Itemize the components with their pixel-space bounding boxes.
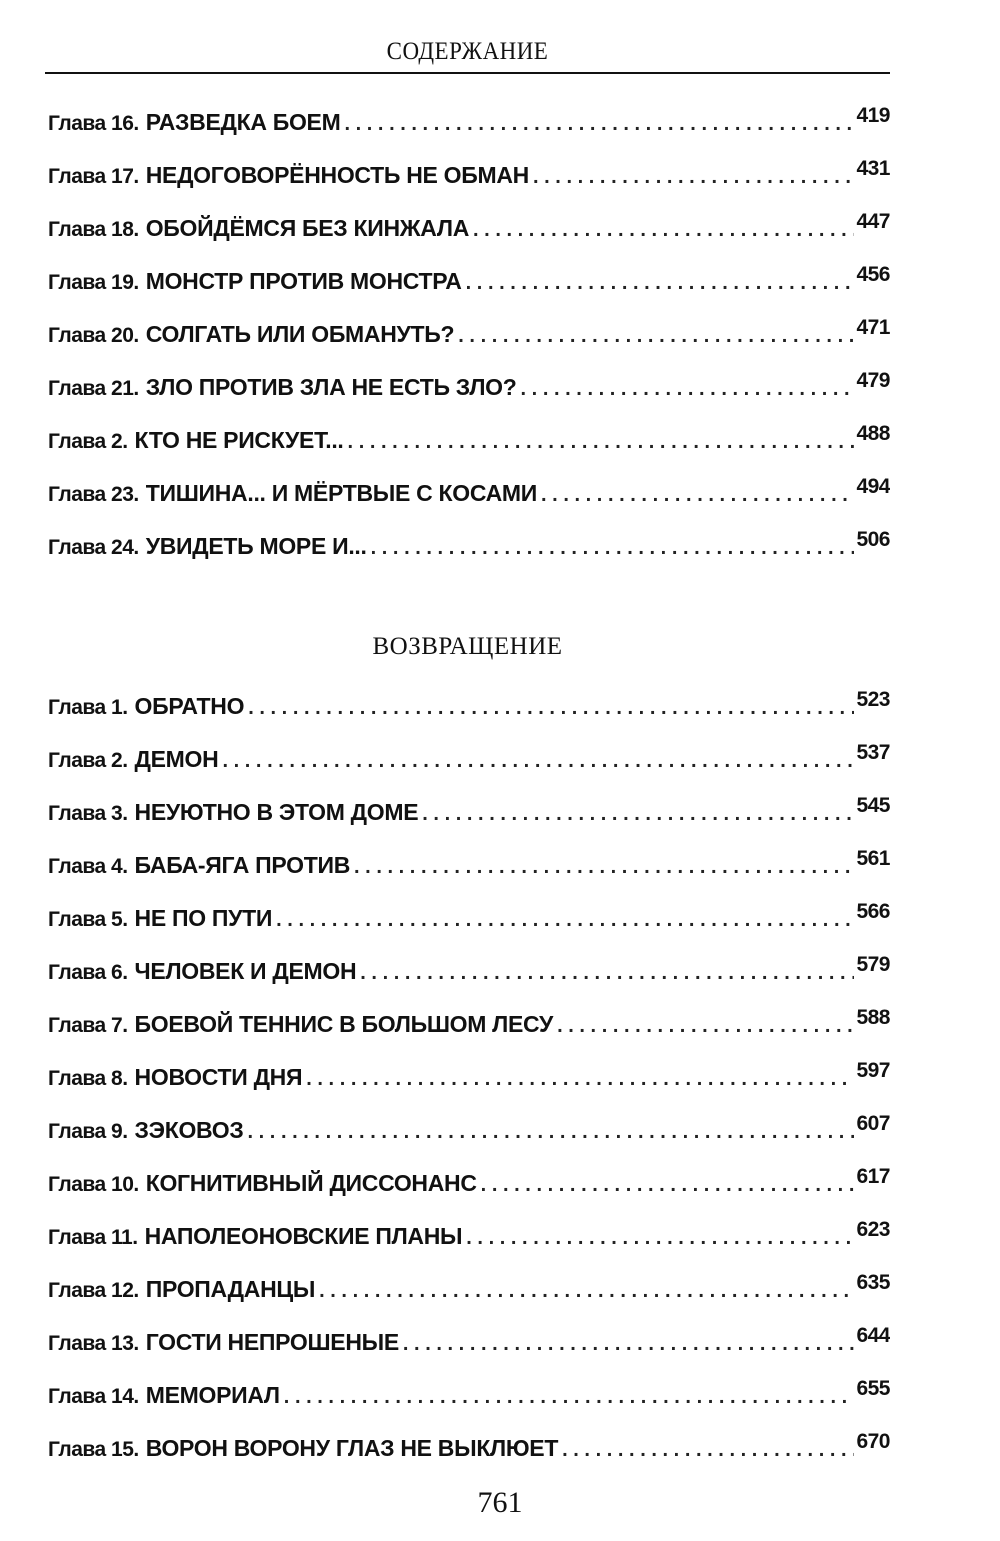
page-number: 623 [856,1218,890,1241]
dot-leader [348,416,855,467]
dot-leader [403,1318,855,1369]
chapter-number: Глава 4. [48,855,128,878]
page-number: 670 [856,1430,890,1453]
chapter-title: КТО НЕ РИСКУЕТ... [134,427,344,453]
toc-entry [48,1316,890,1369]
toc-entry [48,1369,890,1422]
dot-leader [521,363,855,414]
chapter-title: СОЛГАТЬ ИЛИ ОБМАНУТЬ? [145,321,455,347]
toc-entry [48,414,890,467]
chapter-number: Глава 20. [48,324,139,347]
toc-entry [48,96,890,149]
toc-entry [48,308,890,361]
dot-leader [306,1053,854,1104]
chapter-number: Глава 9. [48,1120,128,1143]
chapter-title: ЧЕЛОВЕК И ДЕМОН [134,958,357,984]
chapter-title: НЕУЮТНО В ЭТОМ ДОМЕ [134,799,419,825]
chapter-number: Глава 15. [48,1438,139,1461]
chapter-number: Глава 2. [48,749,128,772]
dot-leader [284,1371,855,1422]
chapter-title: УВИДЕТЬ МОРЕ И... [145,533,367,559]
chapter-title: ГОСТИ НЕПРОШЕНЫЕ [145,1329,399,1355]
page-number: 561 [856,847,890,870]
dot-leader [541,469,854,520]
dot-leader [533,151,854,202]
dot-leader [276,894,854,945]
dot-leader [466,1212,854,1263]
page-number: 545 [856,794,890,817]
page-number: 644 [856,1324,890,1347]
dot-leader [481,1159,855,1210]
toc-entry [48,945,890,998]
toc-entry [48,1263,890,1316]
chapter-number: Глава 3. [48,802,128,825]
page-number: 607 [856,1112,890,1135]
toc-entry [48,892,890,945]
toc-entry [48,1051,890,1104]
toc-entry [48,1210,890,1263]
chapter-title: ЗЭКОВОЗ [134,1117,244,1143]
page-number: 655 [856,1377,890,1400]
chapter-number: Глава 17. [48,165,139,188]
page-number: 597 [856,1059,890,1082]
chapter-title: БАБА-ЯГА ПРОТИВ [134,852,351,878]
dot-leader [371,522,855,573]
chapter-number: Глава 5. [48,908,128,931]
dot-leader [360,947,854,998]
chapter-number: Глава 11. [48,1226,138,1249]
chapter-number: Глава 14. [48,1385,139,1408]
page-number: 588 [856,1006,890,1029]
chapter-title: МЕМОРИАЛ [145,1382,280,1408]
chapter-title: ТИШИНА... И МЁРТВЫЕ С КОСАМИ [145,480,538,506]
page-number: 419 [856,104,890,127]
toc-entry [48,149,890,202]
chapter-title: НЕ ПО ПУТИ [134,905,273,931]
chapter-title: РАЗВЕДКА БОЕМ [145,109,341,135]
chapter-number: Глава 13. [48,1332,139,1355]
dot-leader [247,1106,854,1157]
page-number: 479 [856,369,890,392]
dot-leader [222,735,854,786]
chapter-title: ПРОПАДАНЦЫ [145,1276,316,1302]
chapter-title: НАПОЛЕОНОВСКИЕ ПЛАНЫ [144,1223,463,1249]
page-number: 506 [856,528,890,551]
chapter-title: БОЕВОЙ ТЕННИС В БОЛЬШОМ ЛЕСУ [134,1011,554,1037]
page-number: 579 [856,953,890,976]
chapter-title: НОВОСТИ ДНЯ [134,1064,303,1090]
toc-entry [48,520,890,573]
page-folio: 761 [477,1486,523,1519]
page-number: 456 [856,263,890,286]
chapter-title: ВОРОН ВОРОНУ ГЛАЗ НЕ ВЫКЛЮЕТ [145,1435,559,1461]
dot-leader [557,1000,854,1051]
toc-entry [48,1422,890,1475]
toc-section-continued [48,96,890,573]
chapter-title: МОНСТР ПРОТИВ МОНСТРА [145,268,462,294]
toc-entry [48,1104,890,1157]
chapter-number: Глава 19. [48,271,139,294]
dot-leader [354,841,854,892]
toc-section-return [48,680,890,1475]
chapter-title: ОБРАТНО [134,693,245,719]
toc-entry [48,733,890,786]
page-number: 431 [856,157,890,180]
chapter-number: Глава 8. [48,1067,128,1090]
toc-entry [48,361,890,414]
dot-leader [422,788,854,839]
section-title: ВОЗВРАЩЕНИЕ [372,633,563,660]
page-number: 523 [856,688,890,711]
dot-leader [562,1424,854,1475]
toc-entry [48,1157,890,1210]
chapter-number: Глава 23. [48,483,139,506]
chapter-number: Глава 24. [48,536,139,559]
toc-entry [48,998,890,1051]
chapter-number: Глава 18. [48,218,139,241]
chapter-number: Глава 7. [48,1014,128,1037]
page-number: 447 [856,210,890,233]
page-number: 635 [856,1271,890,1294]
chapter-title: ЗЛО ПРОТИВ ЗЛА НЕ ЕСТЬ ЗЛО? [145,374,517,400]
page-number: 566 [856,900,890,923]
dot-leader [248,682,854,733]
chapter-title: ОБОЙДЁМСЯ БЕЗ КИНЖАЛА [145,215,469,241]
dot-leader [344,98,854,149]
toc-entry [48,680,890,733]
page-number: 494 [856,475,890,498]
page-number: 617 [856,1165,890,1188]
dot-leader [458,310,854,361]
toc-entry [48,786,890,839]
chapter-number: Глава 1. [48,696,128,719]
chapter-number: Глава 12. [48,1279,139,1302]
chapter-title: НЕДОГОВОРЁННОСТЬ НЕ ОБМАН [145,162,529,188]
dot-leader [466,257,855,308]
chapter-number: Глава 2. [48,430,128,453]
toc-entry [48,255,890,308]
dot-leader [319,1265,854,1316]
toc-entry [48,839,890,892]
chapter-title: КОГНИТИВНЫЙ ДИССОНАНС [145,1170,477,1196]
toc-entry [48,467,890,520]
chapter-title: ДЕМОН [134,746,219,772]
toc-entry [48,202,890,255]
header-rule [45,72,890,74]
dot-leader [473,204,854,255]
chapter-number: Глава 16. [48,112,139,135]
running-head: СОДЕРЖАНИЕ [386,38,549,65]
page-number: 537 [856,741,890,764]
page-number: 488 [856,422,890,445]
chapter-number: Глава 10. [48,1173,139,1196]
chapter-number: Глава 6. [48,961,128,984]
chapter-number: Глава 21. [48,377,139,400]
page-number: 471 [856,316,890,339]
